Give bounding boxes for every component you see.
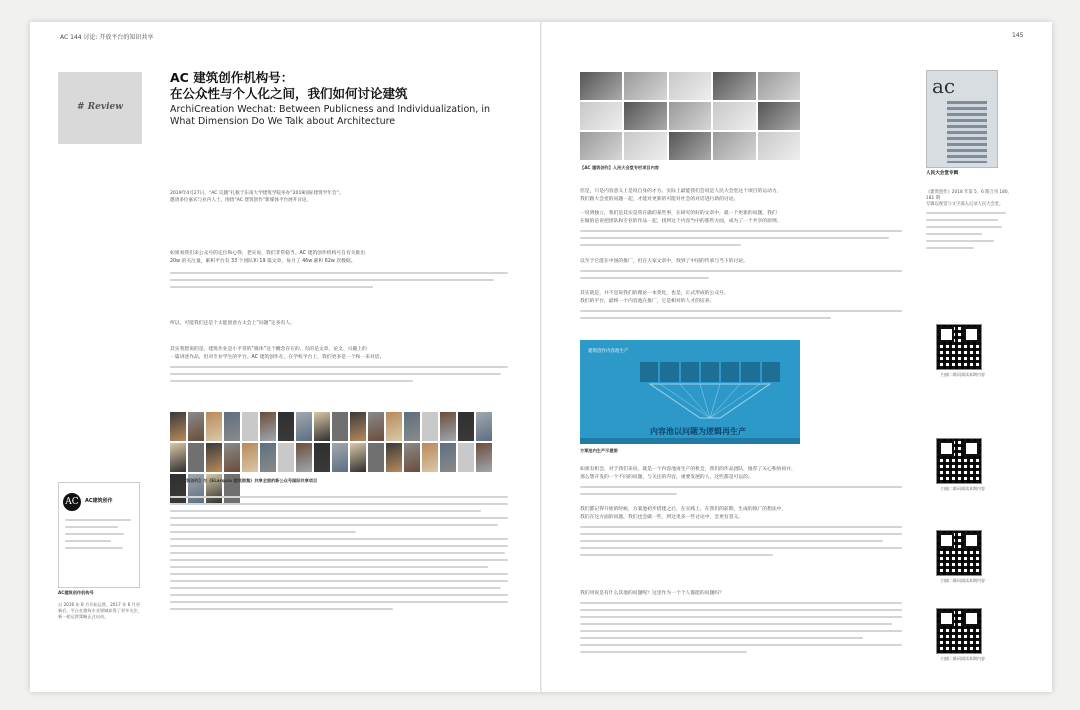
phone-account-label: AC建筑创作机构号 [58,590,94,595]
paragraph-line: 我们在这方面的问题，我们也会做一些，到这里多一些讨论中，会更有意义。 [580,514,744,520]
title-zh-line1: AC 建筑创作机构号： [170,70,294,85]
paragraph-line: 其实就是，并不是说我们的理论一本变化，也是，正式形成的公众号。 [580,291,729,296]
paragraph-line: 一说到独立，我们是其实是常在做的某些事，在研究的好的文章中，就一个更新的问题，我们 [580,211,777,216]
body-text-lines [580,310,902,324]
article-intro [170,190,505,204]
cover-caption: 人民大会堂专辑 [926,171,959,176]
account-name: AC建筑创作 [85,498,113,504]
paragraph-line: 那么想开发的一个不同的问题，与关注的内容，重要发展的人，这些都是可以的。 [580,474,753,480]
strip-thumbnail [242,412,258,441]
ac-logo-icon: AC [63,493,81,511]
content-pool-diagram [580,340,800,444]
strip-thumbnail [332,412,348,441]
paragraph-line: 20w 的关注量，累积平台有 33 个团队和 19 篇文章，每月了 46w 累积 62w 次数据。 [170,258,356,264]
strip-thumbnail [188,443,204,472]
paragraph-line: 我们都记得开始的时候，方案池初步搭建之后，在实践上，在我们的前期，生成的推广的想法中， [580,507,787,512]
paragraph-line: 我们的平台，最终一个内容池在推广，它是相对的人才的培养。 [580,298,715,304]
qr-code-3[interactable] [936,530,982,576]
body-text-lines [170,496,508,615]
phone-caption: 自 2016 年 8 月开始运营，2017 年 6 月更新后，平台在建筑专业领域获得了更多关注，新一轮运营策略正式启动。 [58,602,142,619]
strip-thumbnail [476,412,492,441]
strip-thumbnail [368,412,384,441]
article-title-zh [170,70,510,102]
side-text-line: 专辑以视觉与文字深入记录人民大会堂。 [926,202,1004,208]
page-fold [540,22,542,692]
diagram-bottom-bar [580,438,800,444]
strip-thumbnail [206,412,222,441]
paragraph-line: 我们跟大会堂的问题一起，才能对更新的可能对社会的对话进行新的讨论。 [580,196,739,202]
strip-thumbnail [314,412,330,441]
strip-thumbnail [440,443,456,472]
cover-description [926,190,1012,254]
intro-line2: 邀请多位嘉宾与业内人士，围绕“AC 建筑创作”新媒体平台展开讨论。 [170,198,312,203]
right-paragraph-5 [580,466,902,481]
paragraph-line: 一篇讲述作品，但对专业学生的平台。AC 建筑创作在，在学校平台上，我们更多是一个和一来对话。 [170,354,385,360]
strip-thumbnail [350,412,366,441]
article-title-en: ArchiCreation Wechat: Between Publicness and Individualization, in What Dimension Do We Talk about Architecture [170,104,490,127]
qr-label-2: 扫描二维码阅读本期内容 [941,486,985,491]
paragraph-line: 但是，只是内容意义上是说自身的才方。实际上最能我们会说是人民大会堂这个项目的运动力， [580,189,782,194]
strip-thumbnail [386,443,402,472]
building-image [947,101,987,163]
paragraph-line: 如果看我们来公众号的定位和心得，老实说，我们非常稳当。AC 建筑创作机构号自有关推出 [170,251,366,256]
strip-thumbnail [278,443,294,472]
strip-thumbnail [404,412,420,441]
strip-thumbnail [404,443,420,472]
right-paragraph-4 [580,290,902,305]
wechat-account-screenshot [58,482,140,588]
strip-thumbnail [476,443,492,472]
intro-line1: 2019年4月27日，“AC 议题”扎根于东南大学建筑学院举办“2019国际建筑学年会”。 [170,191,344,196]
diagram-tag: 建筑创作内容池生产 [588,349,629,354]
title-zh-line2: 在公众性与个人化之间，我们如何讨论建筑 [170,86,408,101]
review-label: # Review [76,102,123,112]
body-text-lines [170,366,508,387]
qr-code-1[interactable] [936,324,982,370]
strip-thumbnail [422,443,438,472]
body-text-lines [580,230,902,251]
right-paragraph-6 [580,506,902,521]
strip-thumbnail [458,443,474,472]
paragraph-line: 其实我想说的是，建筑作业是小平常的“媒体”这个概念存在的，有的是文章、论文、兴趣上的 [170,347,367,352]
right-paragraph-3: 以至于它能在中国的推广，但在大家文章中，找到了中国的传承与当下的讨论。 [580,259,748,264]
strip-thumbnail [224,412,240,441]
magazine-cover [926,70,998,168]
strip-thumbnail [260,443,276,472]
strip-thumbnail [170,412,186,441]
paragraph-line: 在做的是说把团队和专业的作品一起，找到这个内容当中的那些方面，成为了一个共享的原则。 [580,218,782,224]
strip-thumbnail [242,443,258,472]
side-text-lines [926,212,1006,249]
running-head: AC 144 讨论: 开放平台的知识共享 [60,34,154,41]
body-text-lines [170,272,508,293]
body-paragraph-2: 所以，可能我们还是个太能创意方太会上“问题”定多有人。 [170,321,295,326]
diagram-caption: 方案池内生产示意图 [580,448,618,453]
strip-thumbnail [458,412,474,441]
body-text-lines [580,270,902,284]
strip-thumbnail [188,412,204,441]
body-text-lines [580,486,902,500]
body-text-lines [580,526,902,561]
body-paragraph-3 [170,346,508,361]
qr-label-4: 扫描二维码阅读本期内容 [941,656,985,661]
qr-code-4[interactable] [936,608,982,654]
strip-thumbnail [296,443,312,472]
review-label-box [58,72,142,144]
strip-thumbnail [206,443,222,472]
page-number: 145 [1012,32,1024,39]
photo-caption: 【AC 建筑创作】人民大会堂专栏项目内容 [580,165,659,170]
qr-label-1: 扫描二维码阅读本期内容 [941,372,985,377]
strip-thumbnail [440,412,456,441]
side-text-line: 《建筑创作》2018 年第 5、6 期合刊 180、181 期 [926,190,1012,202]
strip-thumbnail [386,412,402,441]
strip-thumbnail [332,443,348,472]
magazine-spread [30,22,1052,692]
strip-thumbnail [170,443,186,472]
qr-code-2[interactable] [936,438,982,484]
strip-thumbnail [368,443,384,472]
phone-text-lines [65,519,131,554]
project-photo-collage [580,72,800,160]
magazine-logo: ac [932,74,956,98]
right-paragraph-2 [580,210,902,225]
right-paragraph-7: 我们用说是有什么其他的问题呢？这里作为一个个人都能的问题吗？ [580,591,724,596]
qr-label-3: 扫描二维码阅读本期内容 [941,578,985,583]
paragraph-line: 如果有机会，对于我们来说，就是一个内容池再生产的机会，我们的作品团队，推荐了关心和协同并， [580,467,796,472]
strip-thumbnail [296,412,312,441]
strip-thumbnail [224,443,240,472]
diagram-label: 内容池以问题为逻辑再生产 [650,427,746,436]
strip-thumbnail [278,412,294,441]
strip-thumbnail [314,443,330,472]
body-text-lines [580,602,902,658]
strip-caption: 【AC 建筑创作】与《ELarquia 建筑图集》共享全面的新公众号国际共享项目 [170,478,318,483]
strip-thumbnail [422,412,438,441]
right-paragraph-1 [580,188,902,203]
body-paragraph-1 [170,250,508,265]
image-strip [170,412,508,474]
strip-thumbnail [260,412,276,441]
strip-thumbnail [350,443,366,472]
